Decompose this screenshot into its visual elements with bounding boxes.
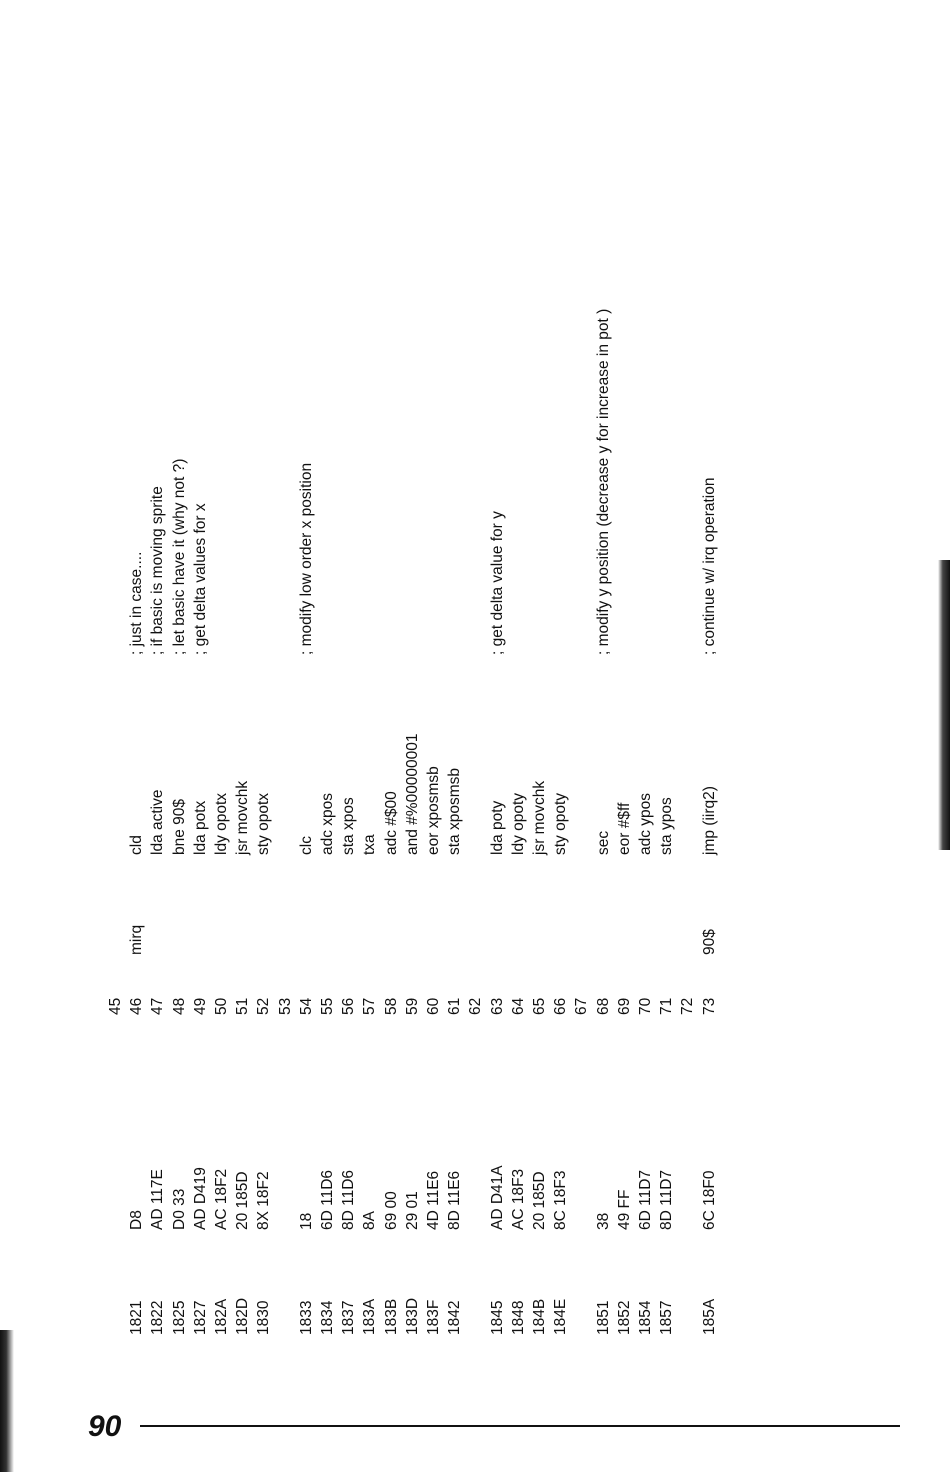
instruction-cell: ldy opotx: [213, 792, 230, 855]
listing-row: [487, 215, 509, 1335]
line-number-cell: 53: [276, 997, 294, 1015]
instruction-cell: and #%00000001: [403, 733, 421, 855]
listing-row: [232, 215, 254, 1335]
line-number-cell: 57: [361, 997, 379, 1015]
line-number-cell: 45: [107, 997, 124, 1015]
opcode-bytes-cell: 8A: [361, 1211, 379, 1230]
address-cell: 182D: [234, 1297, 252, 1335]
instruction-cell: sec: [594, 830, 612, 855]
address-cell: 1827: [191, 1300, 209, 1335]
comment-cell: ; let basic have it (why not ?): [170, 458, 188, 655]
address-cell: 183B: [382, 1298, 400, 1335]
address-cell: 1848: [509, 1300, 527, 1335]
footer-rule: [140, 1425, 900, 1427]
scan-edge-shadow-left: [0, 1330, 14, 1472]
comment-cell: ; if basic is moving sprite: [149, 486, 167, 655]
line-number-cell: 65: [531, 997, 548, 1015]
line-number-cell: 63: [488, 997, 506, 1015]
opcode-bytes-cell: 20 185D: [234, 1171, 252, 1230]
address-cell: 1857: [658, 1300, 676, 1335]
instruction-cell: eor xposmsb: [425, 766, 442, 855]
opcode-bytes-cell: 18: [297, 1212, 315, 1230]
line-number-cell: 69: [615, 997, 633, 1015]
listing-row: [147, 215, 169, 1335]
address-cell: 1854: [637, 1300, 654, 1335]
line-number-cell: 72: [679, 997, 697, 1015]
line-number-cell: 66: [552, 997, 570, 1015]
line-number-cell: 62: [467, 997, 485, 1015]
comment-cell: ; just in case....: [128, 551, 146, 655]
instruction-cell: cld: [128, 835, 146, 855]
scan-edge-shadow-right: [938, 560, 950, 850]
address-cell: 1830: [255, 1300, 273, 1335]
line-number-cell: 51: [234, 997, 252, 1015]
address-cell: 1837: [340, 1300, 358, 1335]
listing-row: [508, 215, 530, 1335]
listing-row: [465, 215, 487, 1335]
instruction-cell: adc xpos: [319, 792, 336, 855]
listing-row: [402, 215, 424, 1335]
line-number-cell: 55: [319, 997, 336, 1015]
label-cell: 90$: [700, 929, 718, 955]
instruction-cell: sta xposmsb: [446, 767, 464, 855]
opcode-bytes-cell: AC 18F3: [509, 1168, 527, 1230]
opcode-bytes-cell: 69 00: [382, 1191, 400, 1230]
line-number-cell: 58: [382, 997, 400, 1015]
listing-row: [317, 215, 339, 1335]
instruction-cell: sty opoty: [552, 792, 570, 855]
instruction-cell: ldy opoty: [509, 792, 527, 855]
line-number-cell: 67: [573, 997, 591, 1015]
comment-cell: ; get delta values for x: [191, 503, 209, 655]
line-number-cell: 60: [425, 997, 442, 1015]
instruction-cell: lda poty: [488, 800, 506, 855]
instruction-cell: eor #$ff: [615, 802, 633, 855]
line-number-cell: 49: [191, 997, 209, 1015]
line-number-cell: 48: [170, 997, 188, 1015]
address-cell: 184E: [552, 1298, 570, 1335]
listing-row: [550, 215, 572, 1335]
line-number-cell: 50: [213, 997, 230, 1015]
address-cell: 184B: [531, 1298, 548, 1335]
instruction-cell: jsr movchk: [234, 780, 252, 855]
opcode-bytes-cell: 8D 11D6: [340, 1169, 358, 1230]
listing-row: [359, 215, 381, 1335]
label-cell: mirq: [128, 924, 146, 955]
listing-row: [677, 215, 699, 1335]
line-number-cell: 59: [403, 997, 421, 1015]
address-cell: 1825: [170, 1300, 188, 1335]
instruction-cell: clc: [297, 836, 315, 855]
listing-row: [338, 215, 360, 1335]
opcode-bytes-cell: AD 117E: [149, 1169, 167, 1230]
listing-row: [275, 215, 297, 1335]
opcode-bytes-cell: 8X 18F2: [255, 1171, 273, 1230]
line-number-cell: 71: [658, 997, 676, 1015]
opcode-bytes-cell: 8D 11D7: [658, 1169, 676, 1230]
opcode-bytes-cell: 6C 18F0: [700, 1170, 718, 1230]
opcode-bytes-cell: 8C 18F3: [552, 1170, 570, 1230]
listing-row: [381, 215, 403, 1335]
listing-row: [635, 215, 657, 1335]
opcode-bytes-cell: 6D 11D7: [637, 1169, 654, 1230]
opcode-bytes-cell: 29 01: [403, 1191, 421, 1230]
address-cell: 183D: [403, 1297, 421, 1335]
instruction-cell: adc ypos: [637, 792, 654, 855]
line-number-cell: 64: [509, 997, 527, 1015]
address-cell: 1833: [297, 1300, 315, 1335]
opcode-bytes-cell: D0 33: [170, 1188, 188, 1230]
instruction-cell: adc #$00: [382, 791, 400, 855]
line-number-cell: 70: [637, 997, 654, 1015]
address-cell: 183F: [425, 1299, 442, 1335]
instruction-cell: sta ypos: [658, 797, 676, 855]
assembly-listing: [105, 215, 718, 1335]
comment-cell: ; get delta value for y: [488, 511, 506, 655]
instruction-cell: sta xpos: [340, 797, 358, 855]
line-number-cell: 47: [149, 997, 167, 1015]
opcode-bytes-cell: AC 18F2: [213, 1168, 230, 1230]
listing-row: [656, 215, 678, 1335]
instruction-cell: jmp (iirq2): [700, 786, 718, 855]
listing-row: [614, 215, 636, 1335]
line-number-cell: 61: [446, 997, 464, 1015]
listing-row: [571, 215, 593, 1335]
line-number-cell: 68: [594, 997, 612, 1015]
address-cell: 185A: [700, 1298, 718, 1335]
instruction-cell: txa: [361, 834, 379, 855]
line-number-cell: 52: [255, 997, 273, 1015]
listing-row: [529, 215, 551, 1335]
address-cell: 183A: [361, 1298, 379, 1335]
listing-row: [699, 215, 721, 1335]
opcode-bytes-cell: 38: [594, 1212, 612, 1230]
listing-row: [296, 215, 318, 1335]
listing-row: [593, 215, 615, 1335]
opcode-bytes-cell: AD D419: [191, 1167, 209, 1230]
opcode-bytes-cell: D8: [128, 1210, 146, 1230]
listing-row: [253, 215, 275, 1335]
line-number-cell: 46: [128, 997, 146, 1015]
listing-row: [126, 215, 148, 1335]
opcode-bytes-cell: AD D41A: [488, 1165, 506, 1230]
address-cell: 1852: [615, 1300, 633, 1335]
opcode-bytes-cell: 6D 11D6: [319, 1169, 336, 1230]
comment-cell: ; continue w/ irq operation: [700, 477, 718, 655]
opcode-bytes-cell: 49 FF: [615, 1189, 633, 1230]
address-cell: 1822: [149, 1300, 167, 1335]
address-cell: 1821: [128, 1300, 146, 1335]
address-cell: 1845: [488, 1300, 506, 1335]
listing-row: [211, 215, 233, 1335]
line-number-cell: 73: [700, 997, 718, 1015]
instruction-cell: lda potx: [191, 800, 209, 855]
comment-cell: ; modify low order x position: [297, 462, 315, 655]
comment-cell: ; modify y position (decrease y for increase in pot ): [594, 308, 612, 655]
address-cell: 1851: [594, 1300, 612, 1335]
listing-row: [423, 215, 445, 1335]
page-number: 90: [88, 1410, 122, 1443]
address-cell: 182A: [213, 1298, 230, 1335]
instruction-cell: lda active: [149, 789, 167, 855]
address-cell: 1834: [319, 1300, 336, 1335]
instruction-cell: bne 90$: [170, 798, 188, 855]
instruction-cell: jsr movchk: [531, 780, 548, 855]
opcode-bytes-cell: 8D 11E6: [446, 1170, 464, 1230]
listing-row: [169, 215, 191, 1335]
listing-row: [190, 215, 212, 1335]
opcode-bytes-cell: 20 185D: [531, 1171, 548, 1230]
line-number-cell: 54: [297, 997, 315, 1015]
address-cell: 1842: [446, 1300, 464, 1335]
instruction-cell: sty opotx: [255, 792, 273, 855]
listing-row: [105, 215, 127, 1335]
line-number-cell: 56: [340, 997, 358, 1015]
listing-row: [444, 215, 466, 1335]
opcode-bytes-cell: 4D 11E6: [425, 1170, 442, 1230]
